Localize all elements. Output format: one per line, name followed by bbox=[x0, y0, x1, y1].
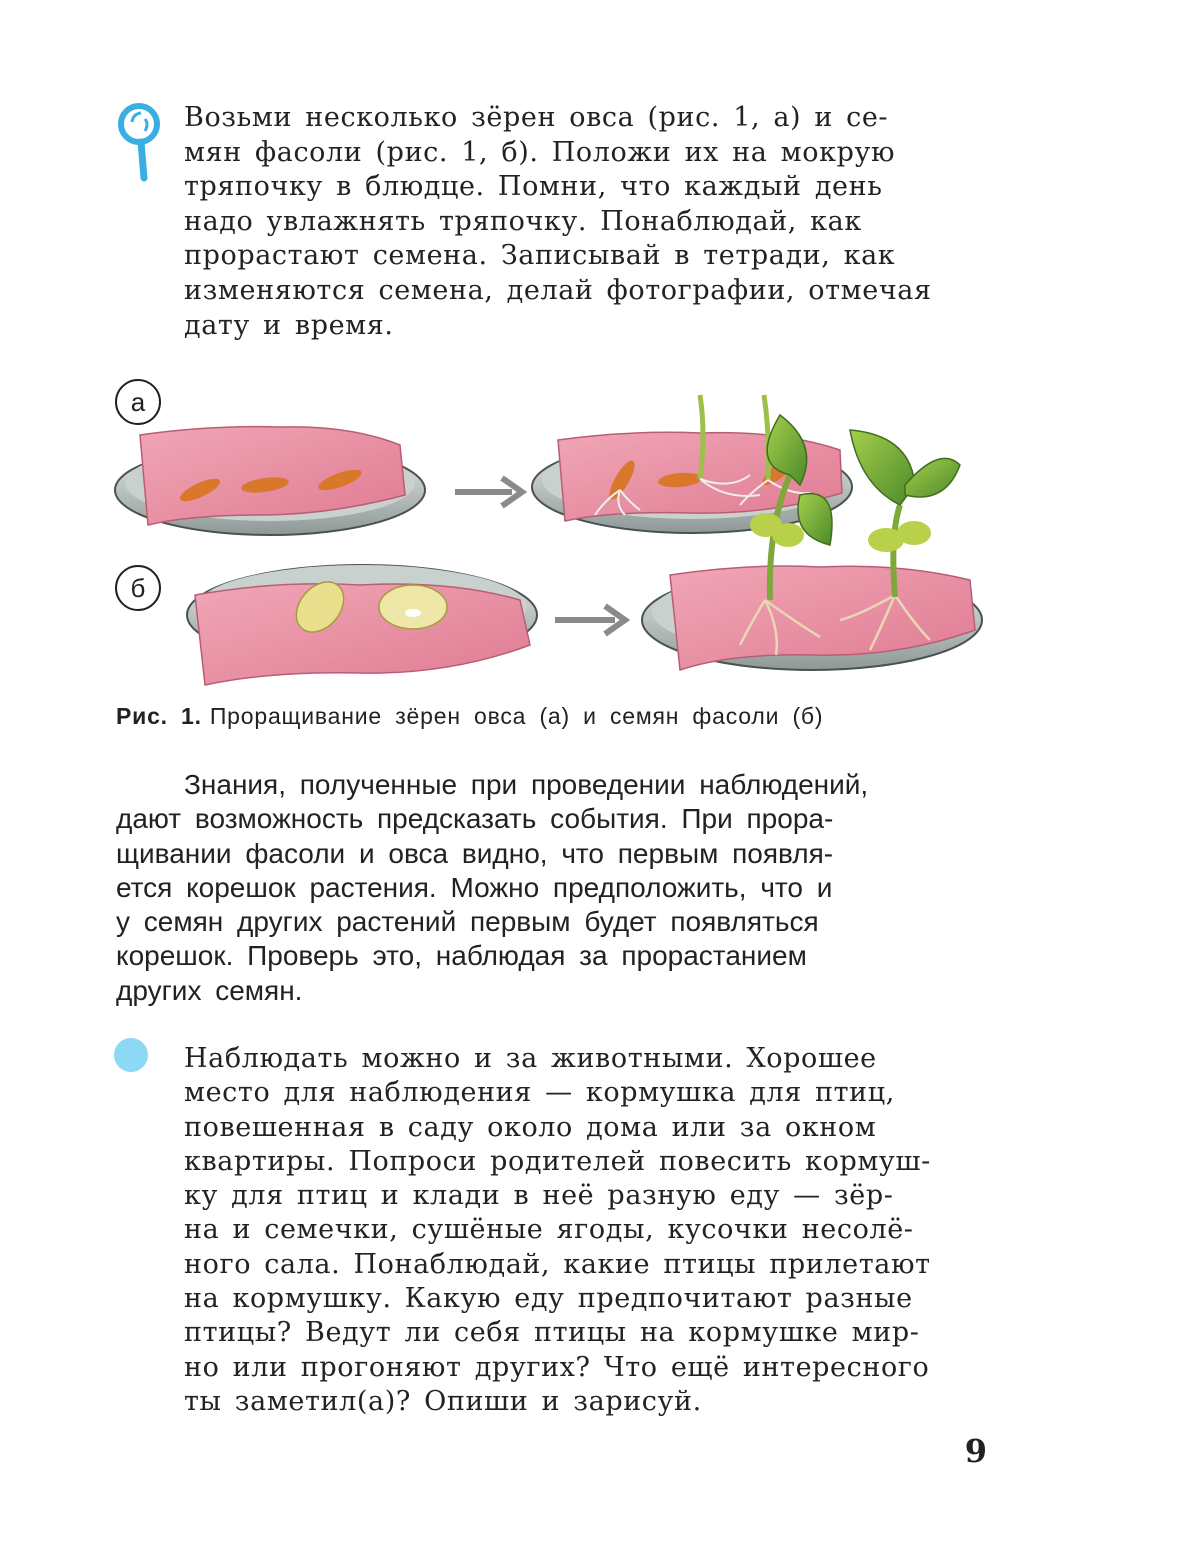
arrow-icon bbox=[555, 606, 625, 634]
figure-caption bbox=[116, 703, 823, 730]
dish-oats-start bbox=[115, 427, 425, 535]
paragraph-line: надо увлажнять тряпочку. Понаблюдай, как bbox=[184, 205, 862, 237]
paragraph-line: птицы? Ведут ли себя птицы на кормушке мир- bbox=[184, 1317, 920, 1349]
paragraph-line: повешенная в саду около дома или за окном bbox=[184, 1111, 877, 1143]
paragraph-line: других семян. bbox=[116, 974, 303, 1006]
paragraph-line: квартиры. Попроси родителей повесить кормуш- bbox=[184, 1145, 931, 1177]
paragraph-line: тряпочку в блюдце. Помни, что каждый день bbox=[184, 171, 883, 203]
figure-caption-text: Проращивание зёрен овса (а) и семян фасоли (б) bbox=[209, 703, 824, 729]
paragraph-line: щивании фасоли и овса видно, что первым появля- bbox=[116, 837, 834, 869]
figure-label-b: б bbox=[115, 565, 161, 611]
paragraph-line: на кормушку. Какую еду предпочитают разные bbox=[184, 1283, 913, 1315]
paragraph-line: изменяются семена, делай фотографии, отмечая bbox=[184, 274, 932, 306]
paragraph-line: Возьми несколько зёрен овса (рис. 1, а) и се- bbox=[184, 102, 889, 133]
paragraph-line: у семян других растений первым будет появляться bbox=[116, 906, 819, 938]
paragraph-line: Наблюдать можно и за животными. Хорошее bbox=[184, 1043, 877, 1074]
animals-paragraph bbox=[184, 1042, 988, 1419]
paragraph-line: ется корешок растения. Можно предположить, что и bbox=[116, 871, 833, 903]
paragraph-line: ного сала. Понаблюдай, какие птицы прилетают bbox=[184, 1248, 931, 1280]
figure-label-a: а bbox=[115, 379, 161, 425]
paragraph-line: место для наблюдения — кормушка для птиц, bbox=[184, 1077, 895, 1109]
dish-beans-start bbox=[187, 565, 537, 685]
arrow-icon bbox=[455, 478, 522, 506]
paragraph-line: Знания, полученные при проведении наблюдений, bbox=[184, 769, 869, 800]
paragraph-line: но или прогоняют других? Что ещё интересного bbox=[184, 1351, 930, 1383]
figure-caption-prefix: Рис. 1. bbox=[116, 703, 202, 729]
paragraph-line: прорастают семена. Записывай в тетради, как bbox=[184, 240, 896, 272]
germination-illustration bbox=[100, 375, 1000, 690]
knowledge-paragraph bbox=[116, 768, 988, 1008]
paragraph-line: на и семечки, сушёные ягоды, кусочки несолё- bbox=[184, 1214, 914, 1246]
bullet-icon bbox=[114, 1038, 148, 1072]
magnifier-icon bbox=[115, 102, 163, 184]
page-number: 9 bbox=[964, 1432, 987, 1470]
paragraph-line: ку для птиц и клади в неё разную еду — зёр- bbox=[184, 1180, 894, 1212]
paragraph-line: ты заметил(а)? Опиши и зарисуй. bbox=[184, 1385, 702, 1417]
paragraph-line: дают возможность предсказать события. При прора- bbox=[116, 803, 834, 835]
paragraph-line: мян фасоли (рис. 1, б). Положи их на мокрую bbox=[184, 136, 896, 168]
paragraph-line: дату и время. bbox=[184, 309, 394, 341]
paragraph-line: корешок. Проверь это, наблюдая за прорастанием bbox=[116, 940, 807, 972]
intro-paragraph bbox=[184, 101, 988, 343]
